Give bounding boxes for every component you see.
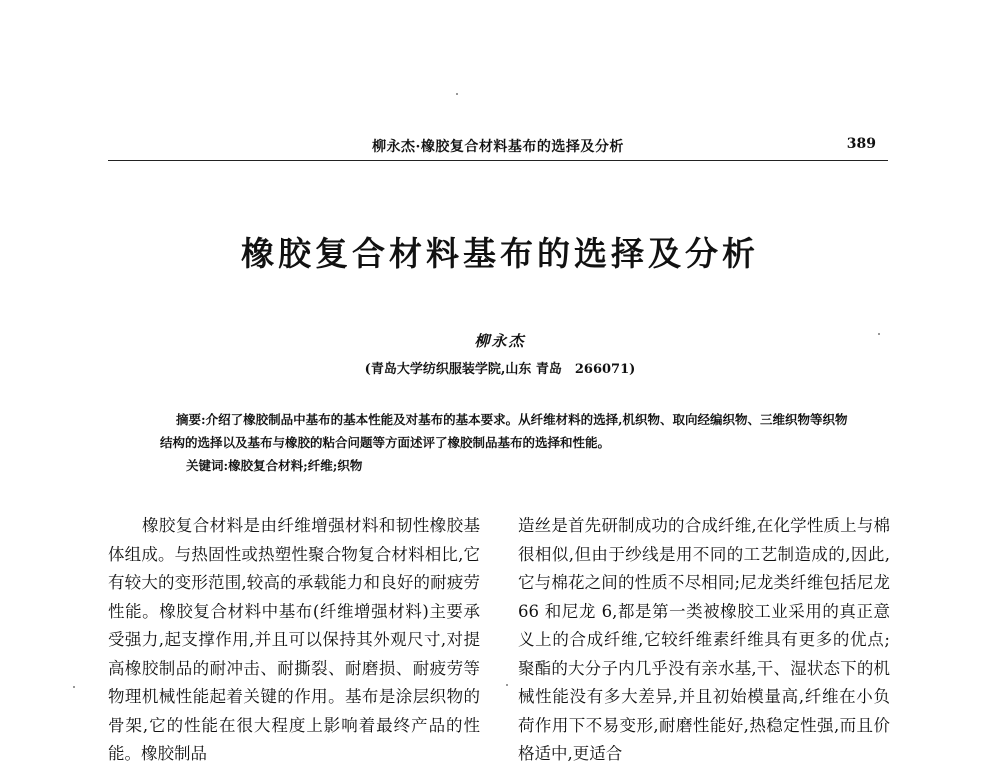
scan-speck [73, 686, 75, 688]
scan-speck [878, 333, 880, 335]
keywords: 关键词:橡胶复合材料;纤维;织物 [186, 458, 363, 473]
author-name: 柳永杰 [474, 332, 526, 350]
page-number: 389 [846, 136, 876, 152]
running-head [108, 136, 888, 161]
scan-speck [506, 684, 508, 686]
paper-title: 橡胶复合材料基布的选择及分析 [241, 234, 759, 273]
body-column-right: 造丝是首先研制成功的合成纤维,在化学性质上与棉很相似,但由于纱线是用不同的工艺制造成的,因此,它与棉花之间的性质不尽相同;尼龙类纤维包括尼龙 66 和尼龙 6,都是第一类被橡胶工业采用的真正意义上的合成纤维,它较纤维素纤维具有更多的优点;聚酯的大分子内几乎没有亲水基,干、湿状态下的机械性能没有多大差异,并且初始模量高,纤维在小负荷作用下不易变形,耐磨性能好,热稳定性强,而且价格适中,更适合 [518, 516, 890, 763]
scan-speck [456, 93, 458, 95]
body-column-left: 橡胶复合材料是由纤维增强材料和韧性橡胶基体组成。与热固性或热塑性聚合物复合材料相比,它有较大的变形范围,较高的承载能力和良好的耐疲劳性能。橡胶复合材料中基布(纤维增强材料)主要承受强力,起支撑作用,并且可以保持其外观尺寸,对提高橡胶制品的耐冲击、耐撕裂、耐磨损、耐疲劳等物理机械性能起着关键的作用。基布是涂层织物的骨架,它的性能在很大程度上影响着最终产品的性能。橡胶制品 [108, 516, 480, 763]
abstract: 摘要:介绍了橡胶制品中基布的基本性能及对基布的基本要求。从纤维材料的选择,机织物、取向经编织物、三维织物等织物结构的选择以及基布与橡胶的粘合问题等方面述评了橡胶制品基布的选择和性能。 [160, 412, 848, 450]
author-affiliation: (青岛大学纺织服装学院,山东 青岛 266071) [364, 362, 636, 377]
running-head-title: 柳永杰·橡胶复合材料基布的选择及分析 [372, 139, 624, 155]
